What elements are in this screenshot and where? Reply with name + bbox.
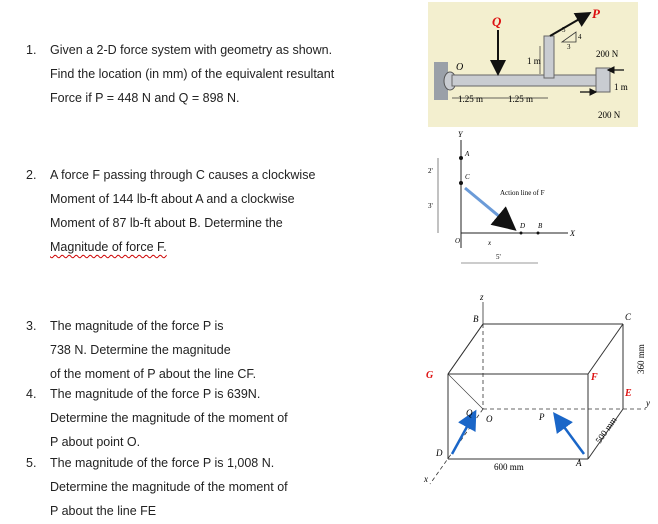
label-c: C	[465, 173, 470, 181]
question-line: Find the location (in mm) of the equivalent resultant	[50, 67, 335, 81]
question-5	[26, 451, 288, 523]
point-d	[520, 232, 523, 235]
dim-125-a: 1.25 m	[458, 94, 484, 104]
question-4	[26, 382, 288, 454]
label-f: F	[591, 372, 598, 383]
couple-top-label: 200 N	[596, 49, 619, 59]
dim-5: 5'	[496, 253, 501, 261]
label-q: Q	[466, 408, 473, 418]
question-line: Force if P = 448 N and Q = 898 N.	[50, 91, 240, 105]
question-line: P about the line FE	[50, 504, 157, 518]
dim-1m-top: 1 m	[527, 56, 541, 66]
question-line: The magnitude of the force P is 639N.	[50, 387, 261, 401]
point-a	[459, 156, 463, 160]
diagonal	[448, 374, 483, 409]
label-d: D	[520, 222, 526, 230]
question-number: 4.	[26, 387, 37, 401]
question-2	[26, 163, 315, 259]
label-x: x	[424, 474, 428, 484]
label-o: O	[455, 237, 461, 245]
figure-3-box	[418, 294, 653, 522]
dim-360: 360 mm	[636, 344, 646, 374]
label-b: B	[538, 222, 543, 230]
y-axis-label: Y	[458, 130, 463, 139]
label-z: z	[480, 294, 484, 302]
p-force-arrow	[556, 416, 584, 454]
dim-1m-right: 1 m	[614, 82, 628, 92]
diagonal	[448, 324, 483, 374]
question-line: Given a 2-D force system with geometry as shown.	[50, 43, 333, 57]
question-line: Moment of 144 lb-ft about A and a clockwise	[50, 192, 295, 206]
label-a: A	[576, 458, 582, 468]
label-y: y	[646, 398, 650, 408]
question-line: 738 N. Determine the magnitude	[50, 343, 231, 357]
point-b	[537, 232, 540, 235]
q-force-arrow	[452, 414, 474, 454]
action-line-label: Action line of F	[500, 189, 545, 197]
question-number: 1.	[26, 43, 37, 57]
q-label: Q	[492, 14, 502, 29]
figure-1-force-system	[428, 2, 638, 127]
point-c	[459, 181, 463, 185]
question-number: 3.	[26, 319, 37, 333]
dim-600: 600 mm	[494, 462, 524, 472]
dim-2: 2'	[428, 167, 433, 175]
slope-4: 4	[578, 33, 582, 41]
fig1-post	[544, 36, 554, 78]
figure-2-action-line	[418, 128, 588, 268]
label-o: O	[486, 414, 493, 424]
edge	[588, 324, 623, 374]
slope-5: 5	[562, 26, 566, 34]
question-line: The magnitude of the force P is	[50, 319, 224, 333]
slope-3: 3	[567, 43, 571, 51]
question-line: Determine the magnitude of the moment of	[50, 480, 288, 494]
question-line: Magnitude of force F.	[50, 240, 167, 254]
label-e: E	[625, 388, 632, 399]
question-3	[26, 314, 256, 386]
label-g: G	[426, 370, 434, 381]
question-line: A force F passing through C causes a clockwise	[50, 168, 316, 182]
label-c: C	[625, 312, 632, 322]
dim-x: x	[488, 239, 492, 247]
dim-3: 3'	[428, 202, 433, 210]
question-1	[26, 38, 334, 110]
question-number: 2.	[26, 168, 37, 182]
dim-500: 500 mm	[593, 415, 619, 446]
label-p: P	[539, 412, 545, 422]
origin-o: O	[456, 62, 464, 73]
question-line: The magnitude of the force P is 1,008 N.	[50, 456, 275, 470]
fig1-beam	[452, 75, 600, 86]
couple-bottom-label: 200 N	[598, 110, 621, 120]
x-axis-label: X	[570, 229, 575, 238]
question-number: 5.	[26, 456, 37, 470]
label-a: A	[465, 150, 470, 158]
question-line: of the moment of P about the line CF.	[50, 367, 257, 381]
p-label: P	[592, 6, 600, 21]
label-d: D	[436, 448, 443, 458]
question-line: Determine the magnitude of the moment of	[50, 411, 288, 425]
fig1-end-block	[596, 68, 610, 92]
label-b: B	[473, 314, 479, 324]
question-line: P about point O.	[50, 435, 141, 449]
dim-125-b: 1.25 m	[508, 94, 534, 104]
question-line: Moment of 87 lb-ft about B. Determine the	[50, 216, 283, 230]
